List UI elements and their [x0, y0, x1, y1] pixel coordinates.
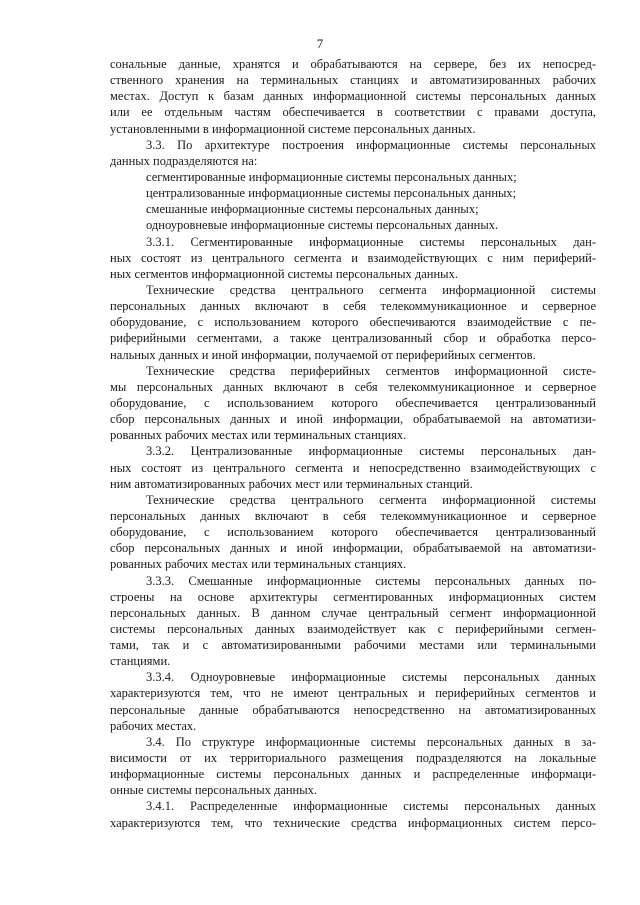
paragraph	[110, 169, 596, 185]
text-line: оборудование, с использованием которого обеспечивается централизованный	[110, 525, 596, 540]
paragraph	[110, 443, 596, 491]
text-line: характеризуются тем, что не имеют центральных и периферийных сегментов и	[110, 686, 596, 701]
paragraph	[110, 56, 596, 137]
text-line: рабочих местах.	[110, 718, 197, 733]
paragraph	[110, 234, 596, 282]
text-line: нальных данных и иной информации, получаемой от периферийных сегментов.	[110, 347, 536, 362]
text-line: характеризуются тем, что технические средства информационных систем персо-	[110, 815, 596, 830]
text-line: ственного хранения на терминальных станциях и автоматизированных рабочих	[110, 73, 596, 88]
paragraph	[110, 573, 596, 670]
paragraph	[110, 217, 596, 233]
text-line: персональные данные обрабатываются непосредственно на автоматизированных	[110, 702, 596, 717]
paragraph	[110, 492, 596, 573]
text-line: рованных рабочих местах или терминальных станциях.	[110, 428, 407, 443]
text-line: сональные данные, хранятся и обрабатываются на сервере, без их непосред-	[110, 57, 596, 71]
text-line: 3.3. По архитектуре построения информационные системы персональных	[146, 137, 596, 152]
text-line: персональных данных включают в себя телекоммуникационное и серверное	[110, 508, 596, 523]
text-line: оборудование, с использованием которого обеспечивается централизованный	[110, 395, 596, 410]
text-line: Технические средства центрального сегмента информационной системы	[146, 492, 596, 507]
text-line: Технические средства периферийных сегментов информационной систе-	[146, 363, 596, 378]
text-line: Технические средства центрального сегмента информационной системы	[146, 282, 596, 297]
text-line: 3.3.1. Сегментированные информационные системы персональных дан-	[146, 234, 596, 249]
text-line: сбор персональных данных и иной информации, обрабатываемой на автоматизи-	[110, 412, 596, 427]
text-line: 3.4.1. Распределенные информационные системы персональных данных	[146, 799, 596, 814]
text-line: ных состоят из центрального сегмента и взаимодействующих с ним периферий-	[110, 250, 596, 265]
text-line: централизованные информационные системы персональных данных;	[146, 186, 517, 201]
text-line: висимости от их территориального размещения подразделяются на локальные	[110, 751, 596, 766]
paragraph	[110, 201, 596, 217]
text-line: смешанные информационные системы персональных данных;	[146, 202, 479, 217]
text-line: установленными в информационной системе персональных данных.	[110, 121, 476, 136]
paragraph	[110, 137, 596, 169]
text-line: мы персональных данных включают в себя телекоммуникационное и серверное	[110, 379, 596, 394]
text-line: 3.4. По структуре информационные системы персональных данных в за-	[146, 734, 596, 749]
text-line: персональных данных. В данном случае центральный сегмент информационной	[110, 605, 596, 620]
text-line: информационные системы персональных данных и распределенные информаци-	[110, 767, 596, 782]
text-line: сегментированные информационные системы персональных данных;	[146, 169, 517, 184]
text-line: ним автоматизированных рабочих мест или терминальных станций.	[110, 476, 473, 491]
document-body	[110, 56, 596, 831]
text-line: или ее отдельным частям обеспечивается в соответствии с правами доступа,	[110, 105, 596, 120]
text-line: оборудование, с использованием которого обеспечиваются взаимодействие с пе-	[110, 315, 596, 330]
text-line: риферийными сегментами, а также централизованный сбор и обработка персо-	[110, 331, 596, 346]
text-line: онные системы персональных данных.	[110, 783, 318, 798]
text-line: системы персональных данных взаимодействует как с периферийными сегмен-	[110, 621, 596, 636]
text-line: тами, так и с автоматизированными рабочими местами или терминальными	[110, 638, 596, 653]
text-line: станциями.	[110, 654, 171, 669]
paragraph	[110, 798, 596, 830]
text-line: сбор персональных данных и иной информации, обрабатываемой на автоматизи-	[110, 541, 596, 556]
paragraph	[110, 669, 596, 734]
text-line: местах. Доступ к базам данных информационной системы персональных данных	[110, 89, 596, 104]
paragraph	[110, 363, 596, 444]
page-number: 7	[316, 36, 324, 51]
paragraph	[110, 282, 596, 363]
text-line: строены на основе архитектуры сегментированных информационных систем	[110, 589, 596, 604]
text-line: рованных рабочих местах или терминальных станциях.	[110, 557, 407, 572]
text-line: ных состоят из центрального сегмента и непосредственно взаимодействующих с	[110, 460, 596, 475]
text-line: одноуровневые информационные системы персональных данных.	[146, 218, 499, 233]
text-line: 3.3.3. Смешанные информационные системы персональных данных по-	[146, 573, 596, 588]
text-line: 3.3.4. Одноуровневые информационные системы персональных данных	[146, 670, 596, 685]
paragraph	[110, 734, 596, 799]
text-line: персональных данных включают в себя телекоммуникационное и серверное	[110, 299, 596, 314]
text-line: 3.3.2. Централизованные информационные системы персональных дан-	[146, 444, 596, 459]
paragraph	[110, 185, 596, 201]
text-line: ных сегментов информационной системы персональных данных.	[110, 266, 458, 281]
text-line: данных подразделяются на:	[110, 153, 258, 168]
